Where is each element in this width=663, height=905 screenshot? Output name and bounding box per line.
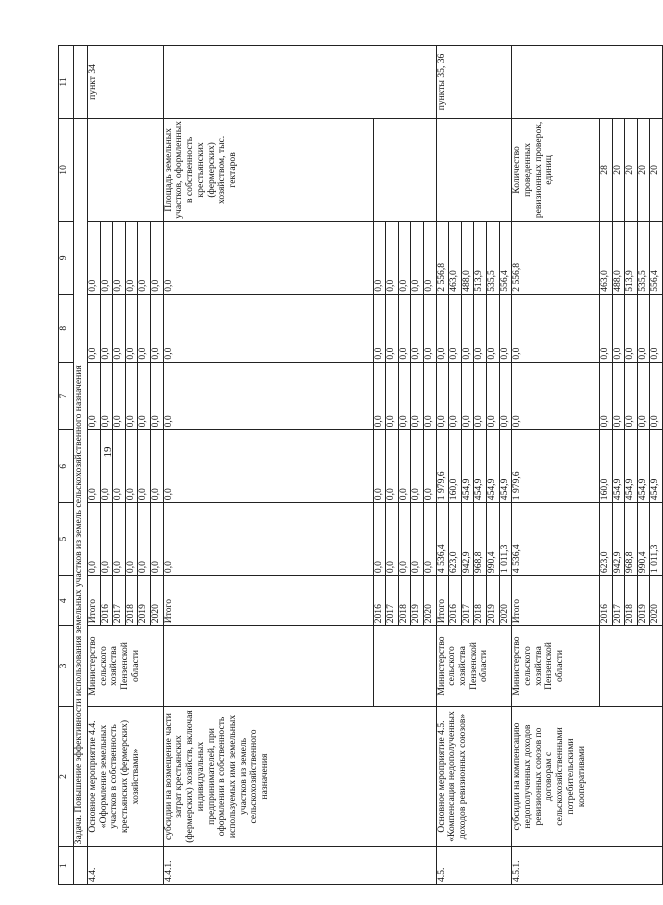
value-cell: 942,9 [612, 503, 625, 576]
value-cell: 0,0 [138, 503, 151, 576]
value-cell: 454,9 [461, 430, 474, 503]
page-number: 19 [102, 446, 114, 458]
value-cell: 4 536,4 [436, 503, 449, 576]
value-cell: 623,0 [600, 503, 613, 576]
value-cell: 0,0 [423, 221, 436, 294]
value-cell: 0,0 [150, 362, 163, 430]
points-cell: пункт 34 [88, 46, 164, 119]
task-row [74, 46, 88, 885]
year-cell: Итого [88, 576, 101, 626]
year-cell: 2018 [398, 576, 411, 626]
value-cell: 463,0 [449, 221, 462, 294]
value-cell: 0,0 [150, 503, 163, 576]
value-cell: 454,9 [474, 430, 487, 503]
col-num: 4 [59, 576, 74, 626]
value-cell: 0,0 [512, 362, 600, 430]
section-row [163, 46, 373, 885]
value-cell: 623,0 [449, 503, 462, 576]
value-cell: 0,0 [386, 503, 399, 576]
value-cell: 0,0 [88, 362, 101, 430]
value-cell: 0,0 [113, 294, 126, 362]
value-cell: 488,0 [612, 221, 625, 294]
value-cell: 0,0 [100, 430, 113, 503]
value-cell: 0,0 [100, 294, 113, 362]
value-cell: 0,0 [512, 294, 600, 362]
indicator-value: 20 [625, 118, 638, 221]
value-cell: 0,0 [150, 294, 163, 362]
year-cell: 2017 [461, 576, 474, 626]
year-cell: 2017 [612, 576, 625, 626]
year-cell: 2016 [449, 576, 462, 626]
value-cell: 1 011,3 [650, 503, 663, 576]
year-cell: 2017 [386, 576, 399, 626]
value-cell: 942,9 [461, 503, 474, 576]
year-cell: 2016 [600, 576, 613, 626]
value-cell: 0,0 [612, 294, 625, 362]
value-cell: 0,0 [625, 362, 638, 430]
value-cell: 0,0 [461, 294, 474, 362]
value-cell: 0,0 [650, 362, 663, 430]
value-cell: 513,9 [474, 221, 487, 294]
value-cell: 0,0 [100, 221, 113, 294]
value-cell: 2 556,8 [512, 221, 600, 294]
value-cell: 0,0 [499, 294, 512, 362]
value-cell: 0,0 [373, 503, 386, 576]
points-cell [512, 46, 663, 119]
year-cell: 2020 [499, 576, 512, 626]
value-cell: 0,0 [499, 362, 512, 430]
value-cell: 513,9 [625, 221, 638, 294]
year-cell: 2020 [150, 576, 163, 626]
year-cell: 2016 [100, 576, 113, 626]
value-cell: 0,0 [474, 362, 487, 430]
executor-cell: Министерство сельского хозяйства Пензенской области [88, 626, 164, 706]
value-cell: 0,0 [125, 294, 138, 362]
col-num: 10 [59, 118, 74, 221]
value-cell: 0,0 [461, 362, 474, 430]
value-cell: 0,0 [398, 221, 411, 294]
col-num: 7 [59, 362, 74, 430]
value-cell: 0,0 [125, 221, 138, 294]
value-cell: 0,0 [138, 362, 151, 430]
executor-cell: Министерство сельского хозяйства Пензенской области [512, 626, 600, 706]
value-cell: 0,0 [486, 362, 499, 430]
indicator-value: 20 [650, 118, 663, 221]
year-cell: 2019 [411, 576, 424, 626]
indicator-cell: Площадь земельных участков, оформленных в собственность крестьянских (фермерских) хозяйством, тыс. гектаров [163, 118, 373, 221]
executor-cell-empty [373, 626, 436, 706]
value-cell: 454,9 [499, 430, 512, 503]
value-cell: 0,0 [411, 294, 424, 362]
value-cell: 1 979,6 [512, 430, 600, 503]
value-cell: 454,9 [612, 430, 625, 503]
value-cell: 968,8 [625, 503, 638, 576]
value-cell: 0,0 [163, 430, 373, 503]
indicator-value: 20 [612, 118, 625, 221]
value-cell: 556,4 [499, 221, 512, 294]
value-cell: 0,0 [113, 362, 126, 430]
value-cell: 160,0 [449, 430, 462, 503]
value-cell: 0,0 [398, 430, 411, 503]
value-cell: 0,0 [449, 362, 462, 430]
section-number: 4.5. [436, 847, 512, 885]
year-cell: 2018 [125, 576, 138, 626]
section-name: субсидии на компенсацию недополученных доходов ревизионных союзов по договорам с сельскохозяйственными потребительскими кооперативами [512, 706, 663, 847]
value-cell: 0,0 [373, 362, 386, 430]
value-cell: 488,0 [461, 221, 474, 294]
value-cell: 0,0 [386, 294, 399, 362]
executor-cell: Министерство сельского хозяйства Пензенской области [436, 626, 512, 706]
year-cell: 2019 [138, 576, 151, 626]
value-cell: 0,0 [100, 362, 113, 430]
points-cell [163, 46, 436, 119]
value-cell: 4 536,4 [512, 503, 600, 576]
value-cell: 0,0 [88, 221, 101, 294]
value-cell: 0,0 [411, 221, 424, 294]
year-cell: 2016 [373, 576, 386, 626]
year-cell: Итого [512, 576, 600, 626]
value-cell: 454,9 [486, 430, 499, 503]
value-cell: 0,0 [398, 362, 411, 430]
indicator-value: 28 [600, 118, 613, 221]
rotated-table-wrapper [58, 45, 661, 885]
col-num: 8 [59, 294, 74, 362]
value-cell: 0,0 [637, 294, 650, 362]
value-cell: 0,0 [423, 503, 436, 576]
value-cell: 0,0 [125, 430, 138, 503]
executor-cell [163, 626, 373, 706]
year-cell: 2018 [625, 576, 638, 626]
value-cell: 0,0 [600, 294, 613, 362]
value-cell: 160,0 [600, 430, 613, 503]
col-num: 1 [59, 847, 74, 885]
value-cell: 454,9 [637, 430, 650, 503]
value-cell: 0,0 [138, 430, 151, 503]
value-cell: 2 556,8 [436, 221, 449, 294]
value-cell: 454,9 [650, 430, 663, 503]
value-cell: 0,0 [373, 221, 386, 294]
value-cell: 0,0 [411, 503, 424, 576]
value-cell: 463,0 [600, 221, 613, 294]
value-cell: 0,0 [423, 294, 436, 362]
section-row [436, 46, 449, 885]
indicator-cell [436, 118, 512, 221]
section-number: 4.4. [88, 847, 164, 885]
indicator-value: 20 [637, 118, 650, 221]
year-cell: 2019 [637, 576, 650, 626]
value-cell: 0,0 [637, 362, 650, 430]
task-title: Задача. Повышение эффективности использования земельных участков из земель сельскохозяйственного назначения [74, 118, 88, 846]
year-cell: 2020 [650, 576, 663, 626]
value-cell: 0,0 [612, 362, 625, 430]
value-cell: 454,9 [625, 430, 638, 503]
value-cell: 0,0 [163, 503, 373, 576]
value-cell: 0,0 [423, 430, 436, 503]
value-cell: 0,0 [373, 294, 386, 362]
year-cell: 2017 [113, 576, 126, 626]
value-cell: 0,0 [163, 221, 373, 294]
col-num: 3 [59, 626, 74, 706]
value-cell: 0,0 [398, 503, 411, 576]
value-cell: 0,0 [625, 294, 638, 362]
col-num: 9 [59, 221, 74, 294]
col-num: 11 [59, 46, 74, 119]
section-row [512, 46, 600, 885]
value-cell: 0,0 [373, 430, 386, 503]
value-cell: 0,0 [386, 362, 399, 430]
indicator-cell-empty [373, 118, 436, 221]
value-cell: 0,0 [411, 430, 424, 503]
section-row [88, 46, 101, 885]
value-cell: 1 979,6 [436, 430, 449, 503]
col-num: 2 [59, 706, 74, 847]
value-cell: 535,5 [637, 221, 650, 294]
year-cell: 2018 [474, 576, 487, 626]
value-cell: 0,0 [138, 294, 151, 362]
value-cell: 0,0 [125, 362, 138, 430]
value-cell: 535,5 [486, 221, 499, 294]
indicator-cell: Количество проведенных ревизионных проверок, единиц [512, 118, 600, 221]
value-cell: 0,0 [486, 294, 499, 362]
value-cell: 0,0 [163, 294, 373, 362]
section-name: субсидии на возмещение части затрат крестьянских (фермерских) хозяйств, включая индивидуальных предпринимателей, при оформлении в собственность используемых ими земельных участков из земель сельскохозяйственного назначения [163, 706, 436, 847]
points-cell: пункты 35, 36 [436, 46, 512, 119]
program-table [58, 45, 663, 885]
value-cell: 0,0 [163, 362, 373, 430]
year-cell: 2020 [423, 576, 436, 626]
col-num: 5 [59, 503, 74, 576]
indicator-cell [88, 118, 164, 221]
col-num: 6 [59, 430, 74, 503]
value-cell: 0,0 [386, 430, 399, 503]
value-cell: 0,0 [88, 294, 101, 362]
value-cell: 0,0 [113, 503, 126, 576]
section-name: Основное мероприятие 4.4. «Оформление земельных участков в собственность крестьянских (фермерских) хозяйствами» [88, 706, 164, 847]
value-cell: 0,0 [386, 221, 399, 294]
value-cell: 0,0 [650, 294, 663, 362]
value-cell: 0,0 [423, 362, 436, 430]
section-name: Основное мероприятие 4.5. «Компенсация недополученных доходов ревизионных союзов» [436, 706, 512, 847]
value-cell: 0,0 [150, 221, 163, 294]
value-cell: 0,0 [398, 294, 411, 362]
year-cell: Итого [436, 576, 449, 626]
value-cell: 0,0 [449, 294, 462, 362]
value-cell: 990,4 [486, 503, 499, 576]
value-cell: 0,0 [88, 503, 101, 576]
value-cell: 0,0 [125, 503, 138, 576]
value-cell: 0,0 [436, 294, 449, 362]
value-cell: 556,4 [650, 221, 663, 294]
value-cell: 0,0 [88, 430, 101, 503]
section-number: 4.4.1. [163, 847, 436, 885]
section-number: 4.5.1. [512, 847, 663, 885]
value-cell: 0,0 [100, 503, 113, 576]
value-cell: 0,0 [113, 221, 126, 294]
value-cell: 0,0 [150, 430, 163, 503]
value-cell: 968,8 [474, 503, 487, 576]
value-cell: 0,0 [138, 221, 151, 294]
value-cell: 990,4 [637, 503, 650, 576]
column-number-row [59, 46, 74, 885]
value-cell: 0,0 [474, 294, 487, 362]
year-cell: 2019 [486, 576, 499, 626]
executor-cell-empty [600, 626, 663, 706]
value-cell: 0,0 [113, 430, 126, 503]
value-cell: 1 011,3 [499, 503, 512, 576]
year-cell: Итого [163, 576, 373, 626]
value-cell: 0,0 [436, 362, 449, 430]
value-cell: 0,0 [600, 362, 613, 430]
value-cell: 0,0 [411, 362, 424, 430]
